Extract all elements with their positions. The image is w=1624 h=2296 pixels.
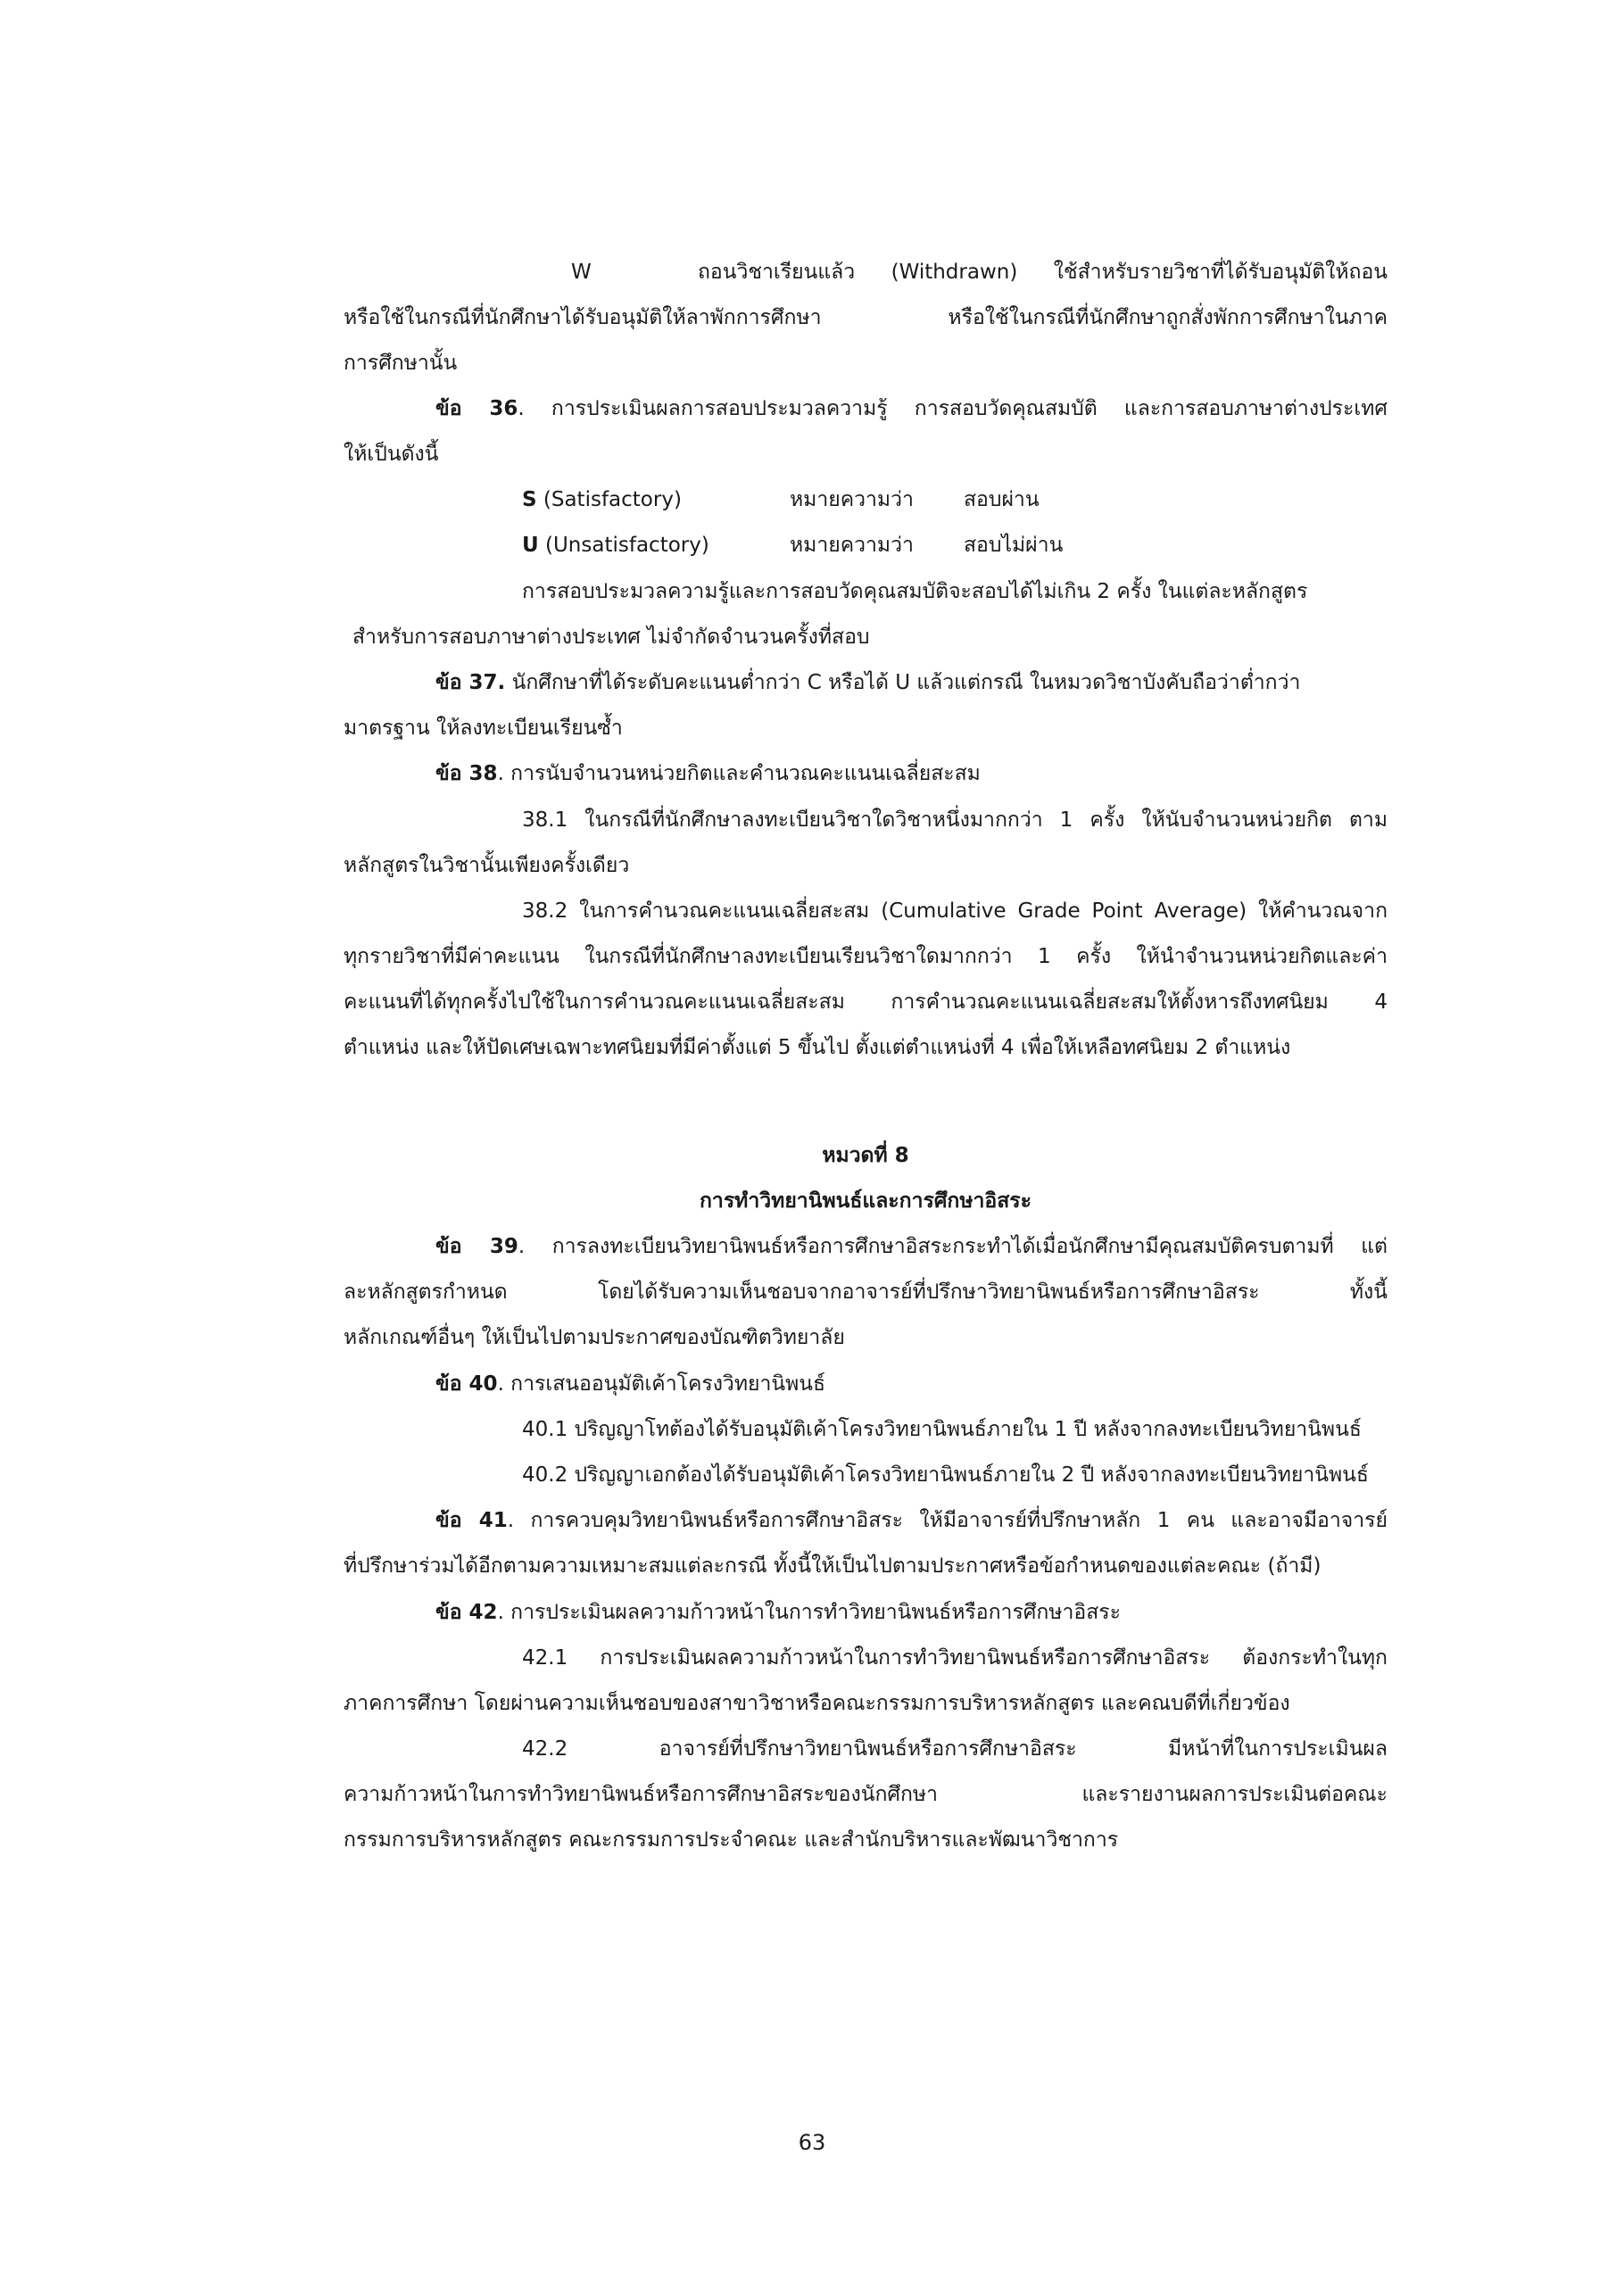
grade-s-row: S (Satisfactory) [522, 488, 682, 511]
clause-38-2-line-4: ตำแหน่ง และให้ปัดเศษเฉพาะทศนิยมที่มีค่าตั้งแต่ 5 ขึ้นไป ตั้งแต่ตำแหน่งที่ 4 เพื่อให้เหลือทศนิยม 2 ตำแหน่ง [344, 1036, 1291, 1059]
clause-36-line-2: ให้เป็นดังนี้ [344, 443, 439, 466]
clause-36-note-1: การสอบประมวลความรู้และการสอบวัดคุณสมบัติจะสอบได้ไม่เกิน 2 ครั้ง ในแต่ละหลักสูตร [522, 580, 1308, 603]
clause-41-line-2: ที่ปรึกษาร่วมได้อีกตามความเหมาะสมแต่ละกรณี ทั้งนี้ให้เป็นไปตามประกาศหรือข้อกำหนดของแต่ละคณะ (ถ้ามี) [344, 1554, 1322, 1578]
grade-s-result: สอบผ่าน [964, 488, 1040, 511]
clause-38-label: ข้อ 38 [435, 762, 498, 785]
grade-u-means: หมายความว่า [790, 534, 914, 557]
page-number: 63 [798, 2130, 826, 2155]
clause-40-label: ข้อ 40 [435, 1372, 498, 1396]
clause-41-line-1: ข้อ 41. การควบคุมวิทยานิพนธ์หรือการศึกษาอิสระ ให้มีอาจารย์ที่ปรึกษาหลัก 1 คน และอาจมีอาจารย์ [435, 1509, 1388, 1532]
clause-42-line-1: ข้อ 42. การประเมินผลความก้าวหน้าในการทำวิทยานิพนธ์หรือการศึกษาอิสระ [435, 1601, 1121, 1624]
clause-42-2-line-1: 42.2 อาจารย์ที่ปรึกษาวิทยานิพนธ์หรือการศึกษาอิสระ มีหน้าที่ในการประเมินผล [522, 1737, 1388, 1761]
clause-38-1-line-2: หลักสูตรในวิชานั้นเพียงครั้งเดียว [344, 854, 630, 877]
clause-42-label: ข้อ 42 [435, 1601, 498, 1624]
clause-42-1-line-2: ภาคการศึกษา โดยผ่านความเห็นชอบของสาขาวิชาหรือคณะกรรมการบริหารหลักสูตร และคณบดีที่เกี่ยวข้อง [344, 1692, 1290, 1715]
clause-38-1-line-1: 38.1 ในกรณีที่นักศึกษาลงทะเบียนวิชาใดวิชาหนึ่งมากกว่า 1 ครั้ง ให้นับจำนวนหน่วยกิต ตาม [522, 808, 1388, 832]
clause-38-2-line-3: คะแนนที่ได้ทุกครั้งไปใช้ในการคำนวณคะแนนเฉลี่ยสะสม การคำนวณคะแนนเฉลี่ยสะสมให้ตั้งหารถึงทศนิยม 4 [344, 991, 1388, 1014]
withdrawn-line-2: หรือใช้ในกรณีที่นักศึกษาได้รับอนุมัติให้ลาพักการศึกษา หรือใช้ในกรณีที่นักศึกษาถูกสั่งพักการศึกษาในภาค [344, 306, 1388, 329]
clause-39-line-2: ละหลักสูตรกำหนด โดยได้รับความเห็นชอบจากอาจารย์ที่ปรึกษาวิทยานิพนธ์หรือการศึกษาอิสระ ทั้งนี้ [344, 1281, 1388, 1304]
clause-40-1: 40.1 ปริญญาโทต้องได้รับอนุมัติเค้าโครงวิทยานิพนธ์ภายใน 1 ปี หลังจากลงทะเบียนวิทยานิพนธ์ [522, 1418, 1362, 1441]
clause-42-2-line-2: ความก้าวหน้าในการทำวิทยานิพนธ์หรือการศึกษาอิสระของนักศึกษา และรายงานผลการประเมินต่อคณะ [344, 1783, 1388, 1806]
withdrawn-line-3: การศึกษานั้น [344, 352, 458, 375]
clause-41-label: ข้อ 41 [435, 1509, 508, 1532]
chapter-title: การทำวิทยานิพนธ์และการศึกษาอิสระ [699, 1189, 1032, 1213]
grade-u-row: U (Unsatisfactory) [522, 534, 709, 557]
chapter-number: หมวดที่ 8 [822, 1144, 909, 1167]
clause-42-2-line-3: กรรมการบริหารหลักสูตร คณะกรรมการประจำคณะ และสำนักบริหารและพัฒนาวิชาการ [344, 1828, 1119, 1852]
clause-40-line-1: ข้อ 40. การเสนออนุมัติเค้าโครงวิทยานิพนธ์ [435, 1372, 826, 1396]
grade-u-result: สอบไม่ผ่าน [964, 534, 1064, 557]
clause-38-2-line-2: ทุกรายวิชาที่มีค่าคะแนน ในกรณีที่นักศึกษาลงทะเบียนเรียนวิชาใดมากกว่า 1 ครั้ง ให้นำจำนวนหน่วยกิตและค่า [344, 945, 1388, 968]
clause-37-line-2: มาตรฐาน ให้ลงทะเบียนเรียนซ้ำ [344, 717, 623, 740]
clause-38-2-line-1: 38.2 ในการคำนวณคะแนนเฉลี่ยสะสม (Cumulative Grade Point Average) ให้คำนวณจาก [522, 899, 1388, 923]
grade-code-w: W [571, 261, 592, 284]
clause-42-1-line-1: 42.1 การประเมินผลความก้าวหน้าในการทำวิทยานิพนธ์หรือการศึกษาอิสระ ต้องกระทำในทุก [522, 1646, 1388, 1670]
grade-s-means: หมายความว่า [790, 488, 914, 511]
clause-39-line-1: ข้อ 39. การลงทะเบียนวิทยานิพนธ์หรือการศึกษาอิสระกระทำได้เมื่อนักศึกษามีคุณสมบัติครบตามที่ แต่ [435, 1235, 1388, 1258]
clause-38-line-1: ข้อ 38. การนับจำนวนหน่วยกิตและคำนวณคะแนนเฉลี่ยสะสม [435, 762, 981, 785]
clause-36-note-2: สำหรับการสอบภาษาต่างประเทศ ไม่จำกัดจำนวนครั้งที่สอบ [352, 626, 870, 649]
clause-36-line-1: ข้อ 36. การประเมินผลการสอบประมวลความรู้ การสอบวัดคุณสมบัติ และการสอบภาษาต่างประเทศ [435, 397, 1388, 420]
clause-37-label: ข้อ 37. [435, 671, 506, 694]
clause-39-label: ข้อ 39 [435, 1235, 518, 1258]
clause-36-label: ข้อ 36 [435, 397, 518, 420]
withdrawn-line-1: ถอนวิชาเรียนแล้ว (Withdrawn) ใช้สำหรับรายวิชาที่ได้รับอนุมัติให้ถอน [698, 261, 1388, 284]
clause-39-line-3: หลักเกณฑ์อื่นๆ ให้เป็นไปตามประกาศของบัณฑิตวิทยาลัย [344, 1326, 845, 1349]
clause-40-2: 40.2 ปริญญาเอกต้องได้รับอนุมัติเค้าโครงวิทยานิพนธ์ภายใน 2 ปี หลังจากลงทะเบียนวิทยานิพนธ์ [522, 1463, 1369, 1487]
clause-37-line-1: ข้อ 37. นักศึกษาที่ได้ระดับคะแนนต่ำกว่า C หรือได้ U แล้วแต่กรณี ในหมวดวิชาบังคับถือว่าต่ำกว่า [435, 671, 1301, 694]
